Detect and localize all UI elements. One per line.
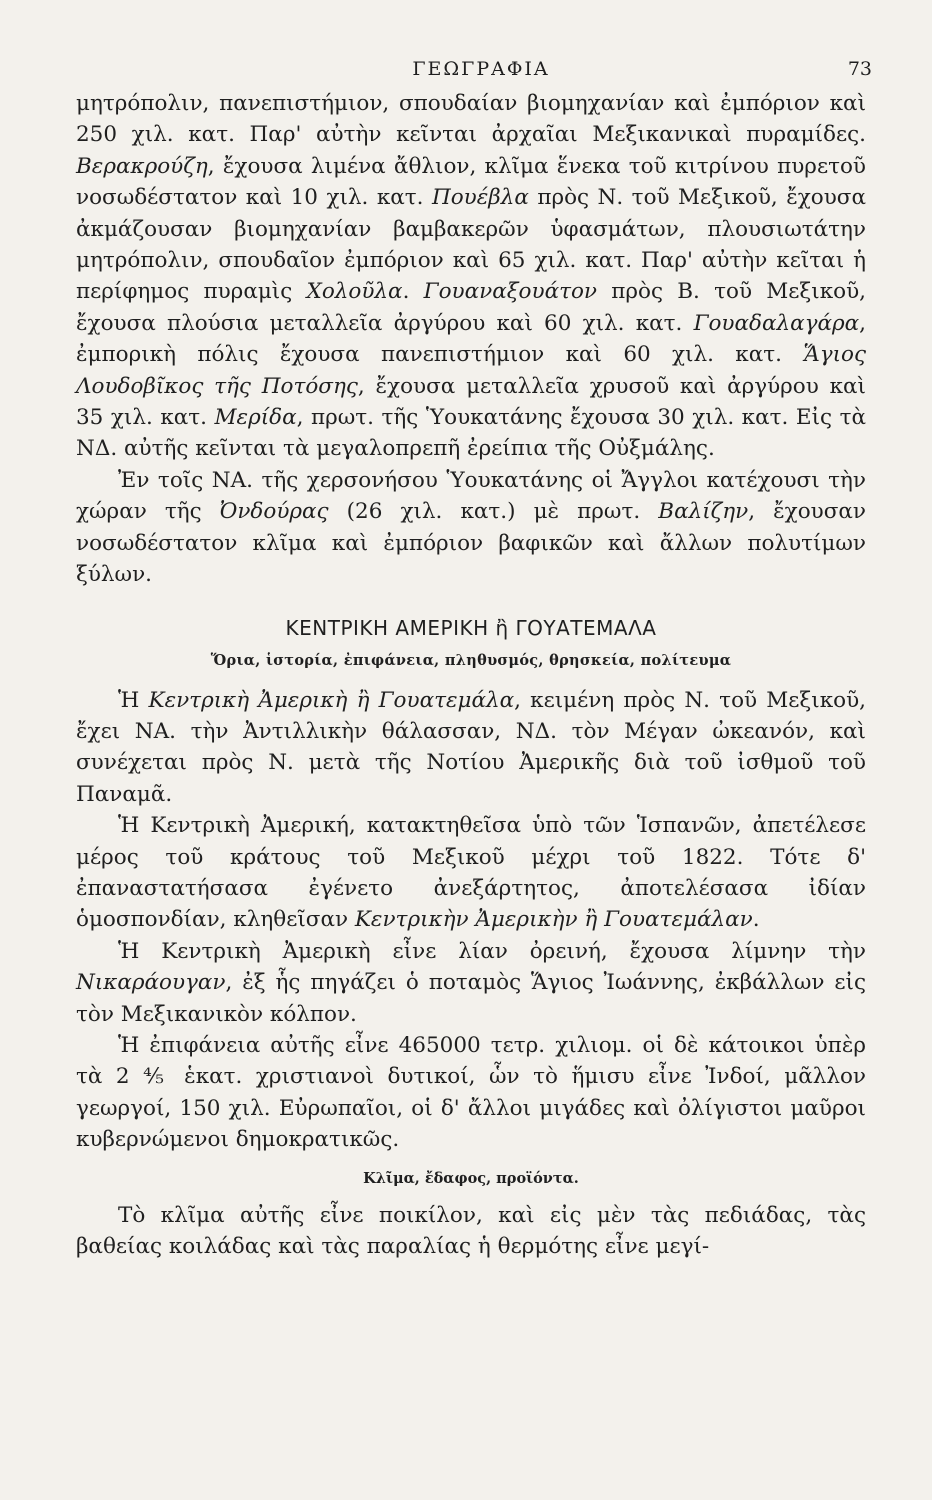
page-number: 73 — [847, 58, 872, 80]
text-run: Ἡ Κεντρικὴ Ἀμερική, κατακτηθεῖσα ὑπὸ τῶν Ἱσπανῶν, ἀπετέλεσε μέρος τοῦ κράτους τοῦ Μεξικοῦ μέχρι τοῦ 1822. Τότε δ' ἐπαναστατήσασα ἐγένετο ἀνεξάρτητος, ἀποτελέσασα ἰδίαν ὁμοσπονδίαν, κληθεῖσαν — [76, 813, 866, 933]
paragraph-mexico-cities — [76, 88, 866, 465]
section-title: ΚΕΝΤΡΙΚΗ ΑΜΕΡΙΚΗ ἢ ΓΟΥΑΤΕΜΑΛΑ — [285, 615, 657, 640]
place-name: Ἅγιος Λουδοβῖκος τῆς Ποτόσης — [76, 342, 866, 399]
running-title: ΓΕΩΓΡΑΦΙΑ — [412, 58, 550, 80]
text-run: . — [402, 279, 424, 305]
place-name: Γουαναξουάτον — [423, 279, 597, 305]
text-run: , πρωτ. τῆς Ὑουκατάνης ἔχουσα 30 χιλ. κατ. Εἰς τὰ ΝΔ. αὐτῆς κεῖνται τὰ μεγαλοπρεπῆ ἐρείπια τῆς Οὐξμάλης. — [76, 405, 866, 462]
text-run: πρὸς Ν. τοῦ Μεξικοῦ, ἔχουσα ἀκμάζουσαν βιομηχανίαν βαμβακερῶν ὑφασμάτων, πλουσιωτάτην μητρόπολιν, σπουδαῖον ἐμπόριον καὶ 65 χιλ. κατ. Παρ' αὐτὴν κεῖται ἡ περίφημος πυραμὶς — [76, 185, 866, 305]
place-name: Μερίδα — [214, 405, 297, 431]
page-body — [76, 88, 866, 1262]
place-name: Ὀνδούρας — [219, 499, 329, 525]
text-run: μητρόπολιν, πανεπιστήμιον, σπουδαίαν βιομηχανίαν καὶ ἐμπόριον καὶ 250 χιλ. κατ. Παρ' αὐτὴν κεῖνται ἀρχαῖαι Μεξικανικαὶ πυραμίδες. — [76, 91, 866, 148]
place-name: Γουαδαλαγάρα — [693, 310, 860, 336]
paragraph-honduras — [76, 465, 866, 591]
text-run: Ἐν τοῖς ΝΑ. τῆς χερσονήσου Ὑουκατάνης οἱ Ἄγγλοι κατέχουσι τὴν χώραν τῆς — [76, 467, 866, 525]
text-run: , ἔχουσα λιμένα ἄθλιον, κλῖμα ἕνεκα τοῦ κιτρίνου πυρετοῦ νοσωδέστατον καὶ 10 χιλ. κατ. — [76, 153, 866, 211]
place-name: Βερακρούζη — [76, 153, 208, 179]
paragraph-history — [76, 810, 866, 936]
section-subtitle: Ὅρια, ἱστορία, ἐπιφάνεια, πληθυσμός, θρησκεία, πολίτευμα — [210, 651, 732, 669]
text-run: , ἔχουσα μεταλλεῖα χρυσοῦ καὶ ἀργύρου καὶ 35 χιλ. κατ. — [76, 373, 866, 431]
emphasis: Κεντρικὴ Ἀμερικὴ ἢ Γουατεμάλα — [148, 687, 515, 713]
text-run: πρὸς Β. τοῦ Μεξικοῦ, ἔχουσα πλούσια μεταλλεῖα ἀργύρου καὶ 60 χιλ. κατ. — [76, 279, 866, 336]
text-run: Ἡ Κεντρικὴ Ἀμερικὴ εἶνε λίαν ὀρεινή, ἔχουσα λίμνην τὴν — [118, 938, 866, 964]
paragraph-surface — [76, 936, 866, 1030]
text-run: (26 χιλ. κατ.) μὲ πρωτ. — [328, 499, 659, 525]
place-name: Βαλίζην — [658, 499, 749, 525]
place-name: Πουέβλα — [431, 185, 529, 211]
subheading-climate: Κλῖμα, ἔδαφος, προϊόντα. — [363, 1169, 579, 1187]
paragraph-climate: Τὸ κλῖμα αὐτῆς εἶνε ποικίλον, καὶ εἰς μὲν τὰς πεδιάδας, τὰς βαθείας κοιλάδας καὶ τὰς παραλίας ἡ θερμότης εἶνε μεγί- — [76, 1202, 866, 1259]
text-run: , ἐμπορικὴ πόλις ἔχουσα πανεπιστήμιον καὶ 60 χιλ. κατ. — [76, 310, 866, 368]
text-run: Ἡ — [118, 687, 149, 713]
emphasis: Κεντρικὴν Ἀμερικὴν ἢ Γουατεμάλαν — [354, 907, 753, 933]
text-run: , ἔχουσαν νοσωδέστατον κλῖμα καὶ ἐμπόριον βαφικῶν καὶ ἄλλων πολυτίμων ξύλων. — [76, 499, 866, 588]
paragraph-population: Ἡ ἐπιφάνεια αὐτῆς εἶνε 465000 τετρ. χιλιομ. οἱ δὲ κάτοικοι ὑπὲρ τὰ 2 ⅘ ἑκατ. χριστιανοὶ δυτικοί, ὧν τὸ ἥμισυ εἶνε Ἰνδοί, μᾶλλον γεωργοί, 150 χιλ. Εὐρωπαῖοι, οἱ δ' ἄλλοι μιγάδες καὶ ὀλίγιστοι μαῦροι κυβερνώμενοι δημοκρατικῶς. — [76, 1032, 866, 1153]
emphasis: Νικαράουγαν — [76, 970, 226, 996]
text-run: . — [752, 907, 760, 933]
text-run: , κειμένη πρὸς Ν. τοῦ Μεξικοῦ, ἔχει ΝΑ. τὴν Ἀντιλλικὴν θάλασσαν, ΝΔ. τὸν Μέγαν ὠκεανόν, καὶ συνέχεται πρὸς Ν. μετὰ τῆς Νοτίου Ἀμερικῆς διὰ τοῦ ἰσθμοῦ τοῦ Παναμᾶ. — [76, 687, 866, 807]
running-head — [90, 58, 872, 88]
text-run: , ἐξ ἧς πηγάζει ὁ ποταμὸς Ἅγιος Ἰωάννης, ἐκβάλλων εἰς τὸν Μεξικανικὸν κόλπον. — [76, 970, 866, 1027]
paragraph-borders — [76, 685, 866, 811]
place-name: Χολοῦλα — [306, 279, 403, 305]
